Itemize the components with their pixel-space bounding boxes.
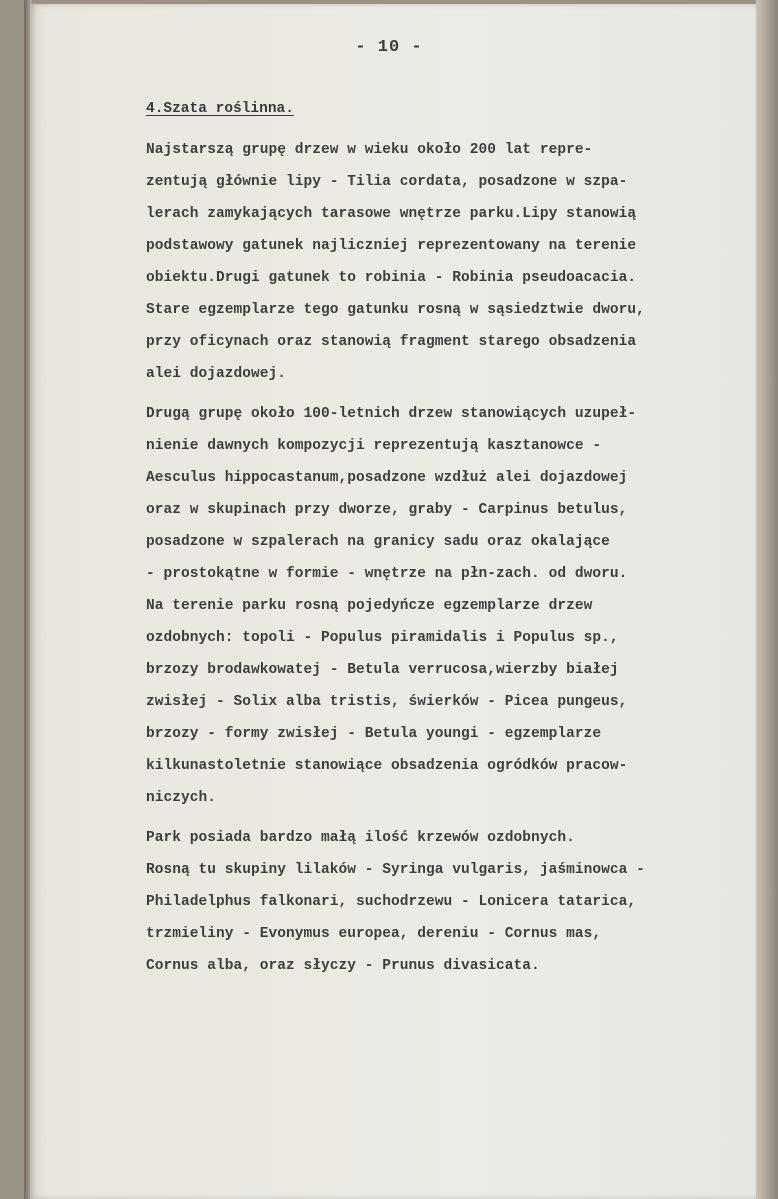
text-line: zwisłej - Solix alba tristis, świerków - Picea pungeus,	[146, 694, 628, 710]
text-line: Najstarszą grupę drzew w wieku około 200 lat repre-	[146, 142, 593, 158]
text-line: podstawowy gatunek najliczniej reprezentowany na terenie	[146, 238, 637, 254]
text-line: Stare egzemplarze tego gatunku rosną w sąsiedztwie dworu,	[146, 302, 645, 318]
text-line: Drugą grupę około 100-letnich drzew stanowiących uzupeł-	[146, 406, 637, 422]
text-line: Cornus alba, oraz słyczy - Prunus divasicata.	[146, 958, 540, 974]
text-line: zentują głównie lipy - Tilia cordata, posadzone w szpa-	[146, 174, 628, 190]
text-line: Aesculus hippocastanum,posadzone wzdłuż alei dojazdowej	[146, 470, 628, 486]
text-line: brzozy - formy zwisłej - Betula youngi - egzemplarze	[146, 726, 602, 742]
text-line: kilkunastoletnie stanowiące obsadzenia ogródków pracow-	[146, 758, 628, 774]
text-line: Na terenie parku rosną pojedyńcze egzemplarze drzew	[146, 598, 593, 614]
page-number: - 10 -	[355, 38, 423, 57]
text-line: nienie dawnych kompozycji reprezentują kasztanowce -	[146, 438, 602, 454]
text-line: Park posiada bardzo małą ilość krzewów ozdobnych.	[146, 830, 575, 846]
text-line: ozdobnych: topoli - Populus piramidalis i Populus sp.,	[146, 630, 619, 646]
text-line: przy oficynach oraz stanowią fragment starego obsadzenia	[146, 334, 637, 350]
text-line: brzozy brodawkowatej - Betula verrucosa,wierzby białej	[146, 662, 619, 678]
text-line: Philadelphus falkonari, suchodrzewu - Lonicera tatarica,	[146, 894, 637, 910]
text-line: lerach zamykających tarasowe wnętrze parku.Lipy stanowią	[146, 206, 637, 222]
page-right-edge	[756, 0, 778, 1199]
text-line: niczych.	[146, 790, 217, 806]
text-line: alei dojazdowej.	[146, 366, 287, 382]
text-line: - prostokątne w formie - wnętrze na płn-zach. od dworu.	[146, 566, 628, 582]
text-line: Rosną tu skupiny lilaków - Syringa vulgaris, jaśminowca -	[146, 862, 645, 878]
text-line: oraz w skupinach przy dworze, graby - Carpinus betulus,	[146, 502, 628, 518]
text-line: posadzone w szpalerach na granicy sadu oraz okalające	[146, 534, 610, 550]
section-heading: 4.Szata roślinna.	[146, 101, 294, 117]
text-line: obiektu.Drugi gatunek to robinia - Robinia pseudoacacia.	[146, 270, 637, 286]
text-line: trzmieliny - Evonymus europea, dereniu - Cornus mas,	[146, 926, 602, 942]
